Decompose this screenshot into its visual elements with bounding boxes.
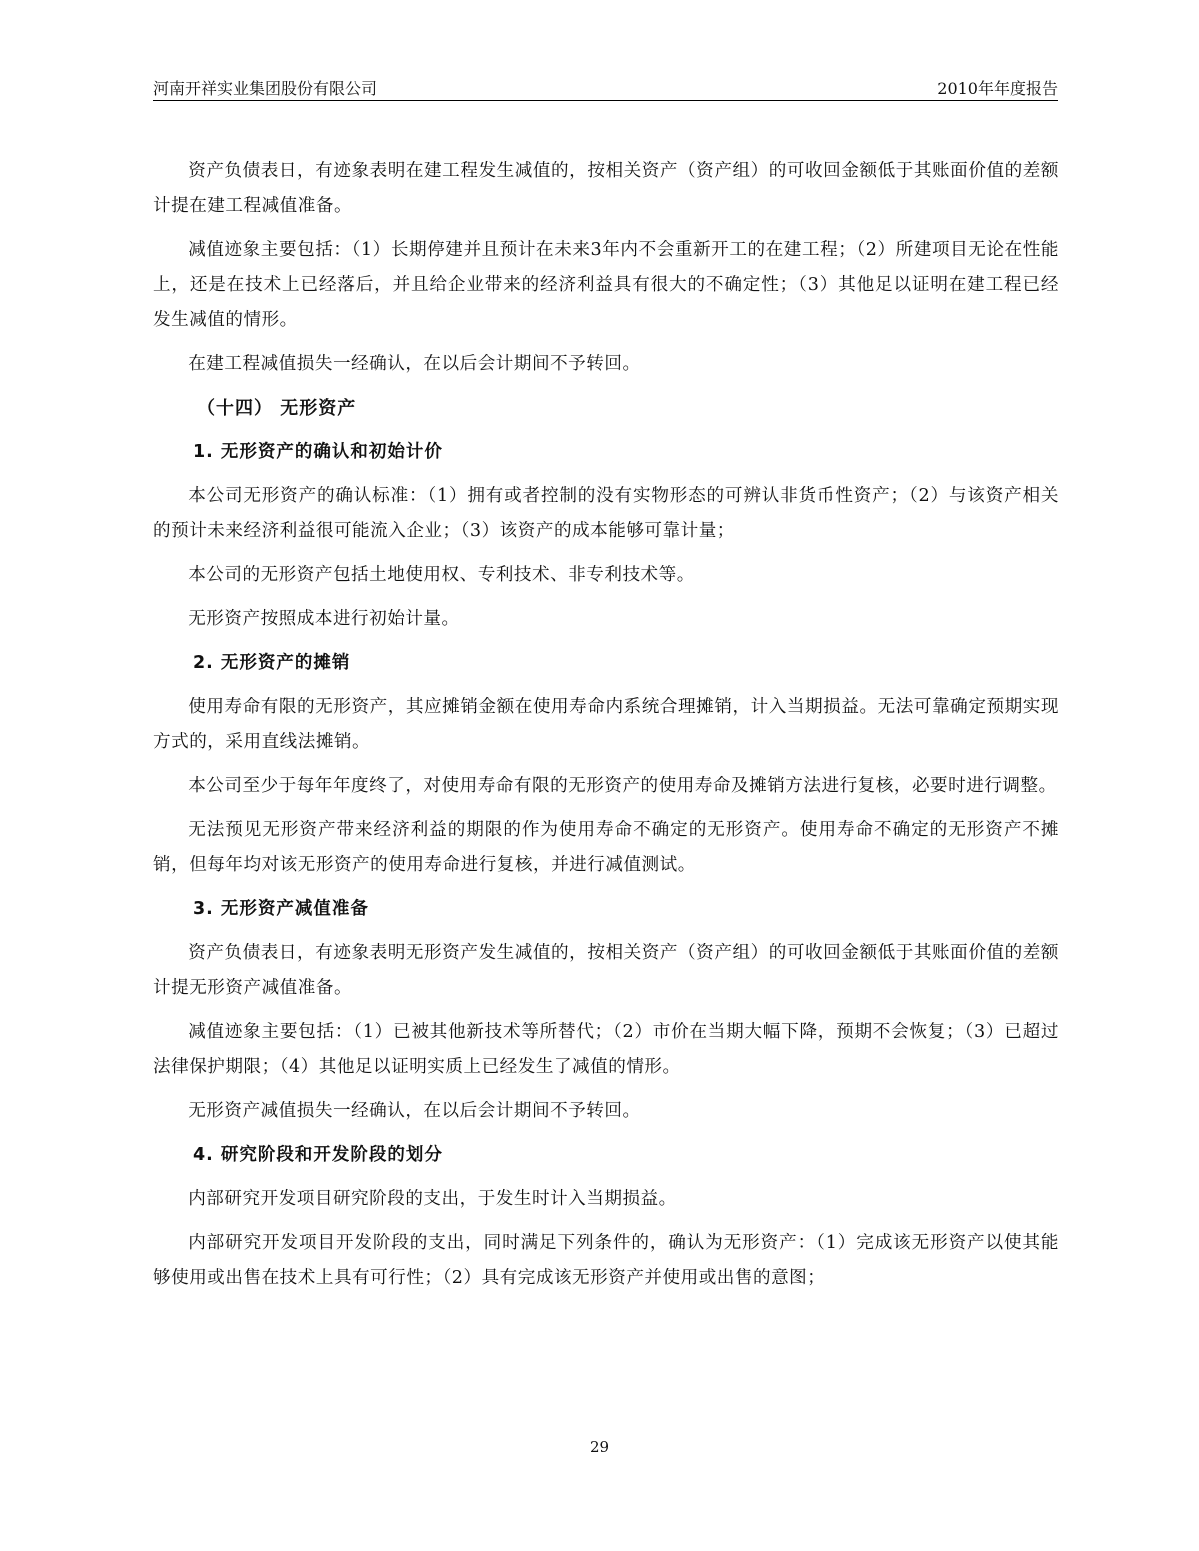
subsection-heading-amortization: 2. 无形资产的摊销	[193, 653, 351, 673]
header-report-title: 2010年年度报告	[937, 79, 1058, 98]
paragraph: 无法预见无形资产带来经济利益的期限的作为使用寿命不确定的无形资产。使用寿命不确定的无形资产不摊销，但每年均对该无形资产的使用寿命进行复核，并进行减值测试。	[153, 820, 1059, 875]
paragraph: 使用寿命有限的无形资产，其应摊销金额在使用寿命内系统合理摊销，计入当期损益。无法可靠确定预期实现方式的，采用直线法摊销。	[153, 697, 1059, 752]
paragraph: 资产负债表日，有迹象表明在建工程发生减值的，按相关资产（资产组）的可收回金额低于其账面价值的差额计提在建工程减值准备。	[153, 161, 1059, 216]
paragraph: 减值迹象主要包括：（1）已被其他新技术等所替代；（2）市价在当期大幅下降，预期不会恢复；（3）已超过法律保护期限；（4）其他足以证明实质上已经发生了减值的情形。	[153, 1022, 1059, 1077]
subsection-heading-recognition: 1. 无形资产的确认和初始计价	[193, 442, 443, 462]
section-heading-intangible-assets: （十四） 无形资产	[197, 398, 357, 419]
paragraph: 内部研究开发项目研究阶段的支出，于发生时计入当期损益。	[188, 1189, 677, 1209]
subsection-heading-impairment: 3. 无形资产减值准备	[193, 899, 369, 919]
paragraph: 资产负债表日，有迹象表明无形资产发生减值的，按相关资产（资产组）的可收回金额低于其账面价值的差额计提无形资产减值准备。	[153, 943, 1059, 998]
paragraph: 在建工程减值损失一经确认，在以后会计期间不予转回。	[188, 354, 641, 374]
subsection-heading-research-development: 4. 研究阶段和开发阶段的划分	[193, 1145, 443, 1165]
paragraph: 本公司无形资产的确认标准：（1）拥有或者控制的没有实物形态的可辨认非货币性资产；（2）与该资产相关的预计未来经济利益很可能流入企业；（3）该资产的成本能够可靠计量；	[153, 486, 1059, 541]
paragraph: 内部研究开发项目开发阶段的支出，同时满足下列条件的，确认为无形资产：（1）完成该无形资产以使其能够使用或出售在技术上具有可行性；（2）具有完成该无形资产并使用或出售的意图；	[153, 1233, 1059, 1288]
page-number: 29	[589, 1438, 610, 1456]
paragraph: 减值迹象主要包括：（1）长期停建并且预计在未来3年内不会重新开工的在建工程；（2）所建项目无论在性能上，还是在技术上已经落后，并且给企业带来的经济利益具有很大的不确定性；（3）其他足以证明在建工程已经发生减值的情形。	[153, 240, 1059, 330]
page-header	[153, 74, 1058, 101]
header-company-name: 河南开祥实业集团股份有限公司	[153, 79, 378, 98]
paragraph: 无形资产按照成本进行初始计量。	[188, 609, 460, 629]
paragraph: 本公司的无形资产包括土地使用权、专利技术、非专利技术等。	[188, 565, 695, 585]
paragraph: 本公司至少于每年年度终了，对使用寿命有限的无形资产的使用寿命及摊销方法进行复核，必要时进行调整。	[188, 776, 1057, 796]
paragraph: 无形资产减值损失一经确认，在以后会计期间不予转回。	[188, 1101, 641, 1121]
document-body	[153, 154, 1059, 1305]
